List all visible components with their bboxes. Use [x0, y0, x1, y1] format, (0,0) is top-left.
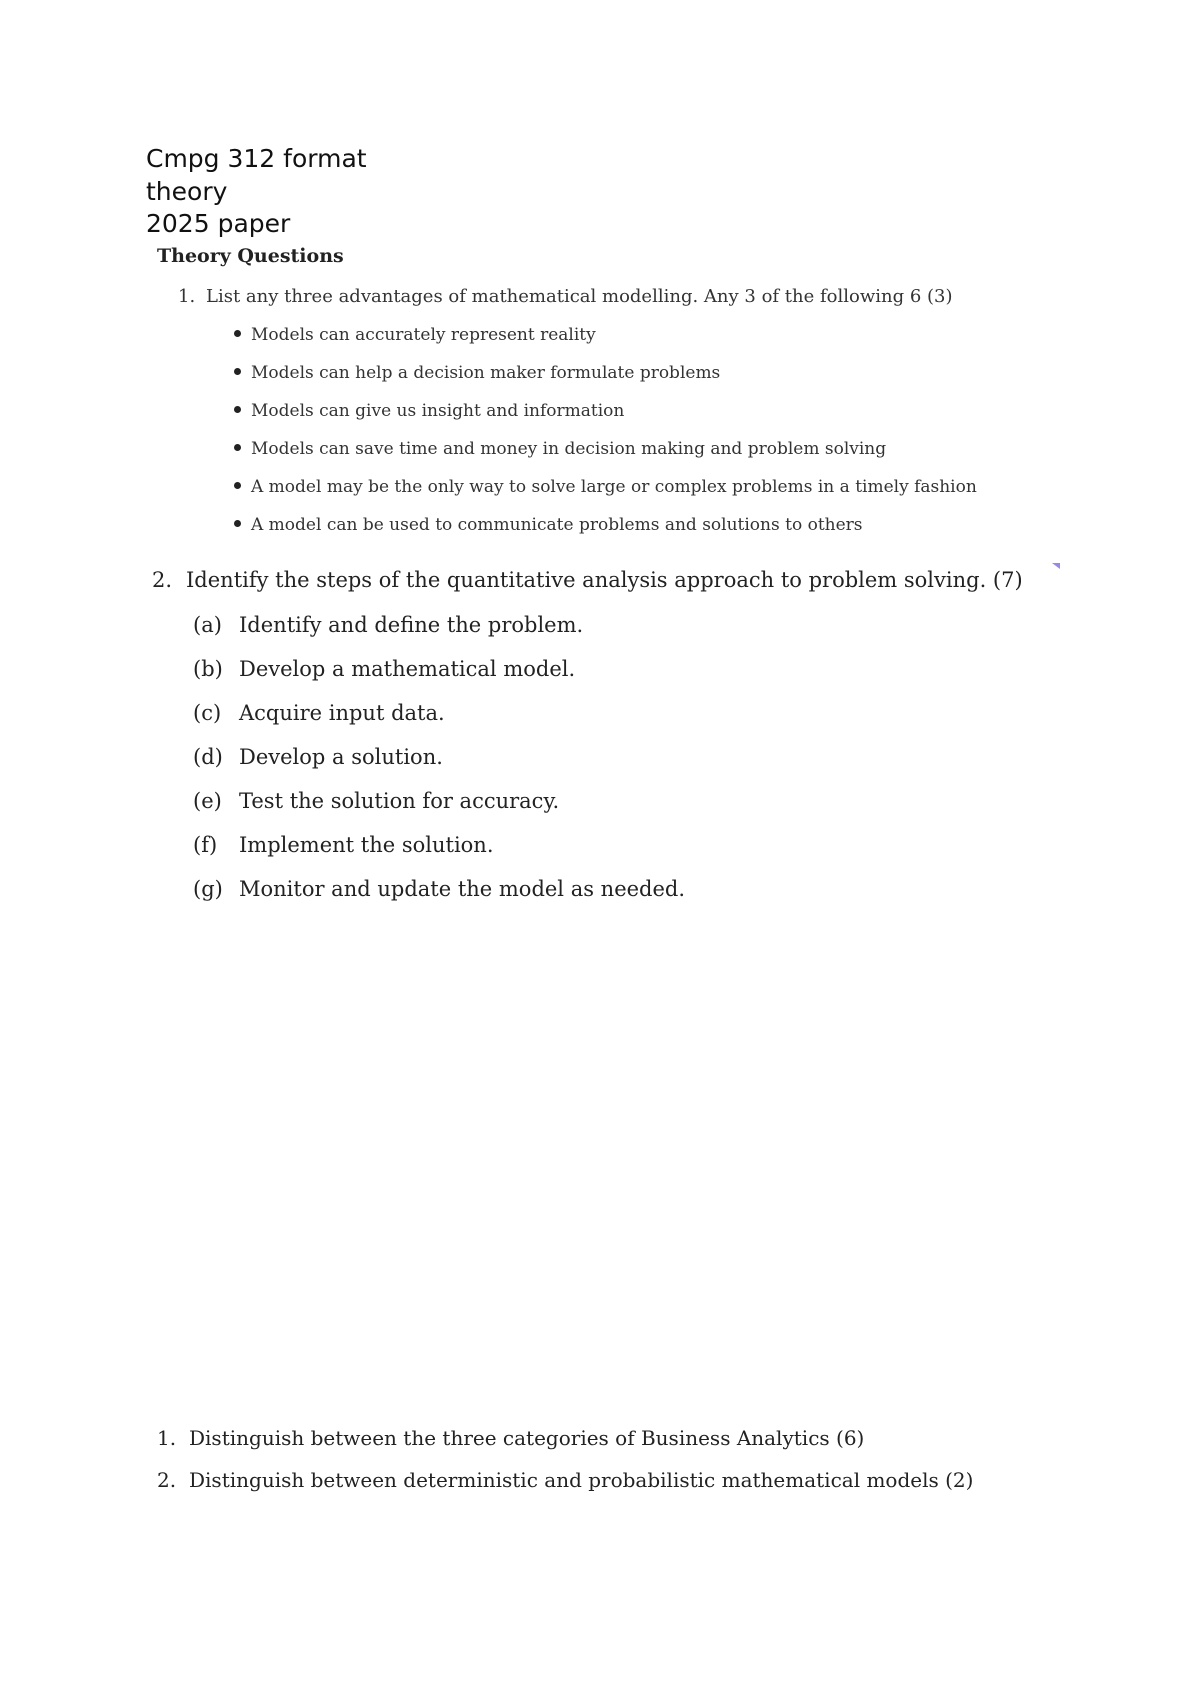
section-title: Theory Questions: [157, 245, 344, 267]
question-2-text: Identify the steps of the quantitative analysis approach to problem solving. (7): [186, 568, 1023, 592]
bullet-dot-icon: [234, 330, 241, 337]
q2-step-item: [193, 745, 443, 769]
q1-bullet-text: Models can help a decision maker formulate problems: [251, 363, 721, 383]
q2-step-item: [193, 789, 559, 813]
q1-bullet-text: Models can save time and money in decision making and problem solving: [251, 439, 887, 459]
step-text: Implement the solution.: [239, 833, 494, 857]
bottom-question-text: Distinguish between deterministic and probabilistic mathematical models (2): [189, 1468, 974, 1492]
q1-bullet-item: [234, 401, 624, 421]
q1-bullet-text: A model may be the only way to solve large or complex problems in a timely fashion: [251, 477, 977, 497]
doc-header-type: theory: [146, 177, 228, 206]
q1-bullet-text: Models can accurately represent reality: [251, 325, 596, 345]
q1-bullet-text: A model can be used to communicate problems and solutions to others: [251, 515, 863, 535]
bottom-question-text: Distinguish between the three categories of Business Analytics (6): [189, 1426, 865, 1450]
question-2: [152, 568, 1023, 592]
step-letter: (d): [193, 745, 223, 769]
q1-bullet-item: [234, 439, 886, 459]
step-text: Develop a solution.: [239, 745, 443, 769]
doc-header-course: Cmpg 312 format: [146, 144, 367, 173]
bullet-dot-icon: [234, 520, 241, 527]
bottom-question: [157, 1468, 973, 1492]
bottom-question-number: 1.: [157, 1426, 177, 1450]
step-letter: (a): [193, 613, 222, 637]
bottom-question-number: 2.: [157, 1468, 177, 1492]
doc-header-year: 2025 paper: [146, 209, 291, 238]
step-letter: (f): [193, 833, 218, 857]
step-text: Monitor and update the model as needed.: [239, 877, 686, 901]
step-letter: (c): [193, 701, 222, 725]
q2-step-item: [193, 877, 685, 901]
bottom-question: [157, 1426, 864, 1450]
question-1-number: 1.: [178, 286, 196, 307]
bullet-dot-icon: [234, 444, 241, 451]
question-1: [178, 286, 953, 307]
q1-bullet-item: [234, 363, 720, 383]
question-2-number: 2.: [152, 568, 173, 592]
step-letter: (g): [193, 877, 223, 901]
bullet-dot-icon: [234, 368, 241, 375]
step-text: Identify and define the problem.: [239, 613, 584, 637]
question-1-text: List any three advantages of mathematical modelling. Any 3 of the following 6 (3): [206, 286, 953, 307]
q1-bullet-item: [234, 515, 863, 535]
annotation-mark-icon: [1052, 563, 1060, 569]
q1-bullet-item: [234, 477, 977, 497]
q2-step-item: [193, 701, 445, 725]
bullet-dot-icon: [234, 406, 241, 413]
q2-step-item: [193, 833, 494, 857]
q2-step-item: [193, 613, 583, 637]
step-letter: (e): [193, 789, 222, 813]
step-letter: (b): [193, 657, 223, 681]
step-text: Acquire input data.: [239, 701, 445, 725]
q1-bullet-item: [234, 325, 596, 345]
q1-bullet-text: Models can give us insight and information: [251, 401, 625, 421]
step-text: Test the solution for accuracy.: [239, 789, 560, 813]
q2-step-item: [193, 657, 575, 681]
step-text: Develop a mathematical model.: [239, 657, 576, 681]
bullet-dot-icon: [234, 482, 241, 489]
